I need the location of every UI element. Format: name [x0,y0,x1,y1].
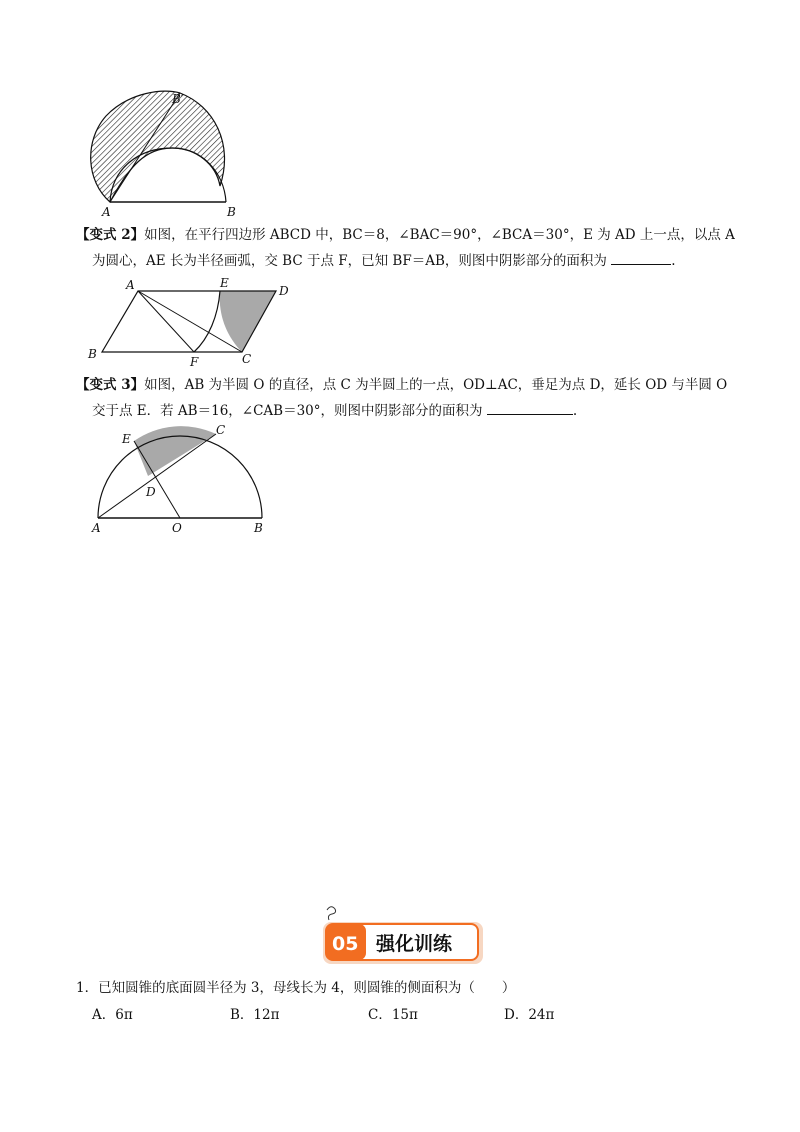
shaded-region [134,426,216,476]
label-e: E [220,276,229,290]
segment-af [138,291,194,352]
figure-rotated-semicircle [84,86,244,218]
figure-parallelogram [86,276,306,372]
label-d: D [279,284,289,298]
label-c: C [242,352,252,366]
label-c: C [216,424,226,437]
label-a: A [92,521,101,534]
label-d: D [146,485,156,499]
label-e: E [122,432,131,446]
variant-2-tag: 【变式 2】 [76,227,145,243]
variant-2-line-2: 为圆心，AE 长为半径画弧，交 BC 于点 F，已知 BF＝AB，则图中阴影部分的面积为 [92,253,607,269]
label-b: B [254,521,263,534]
option-b[interactable]: B．12π [230,1007,280,1023]
variant-3-end: . [572,403,578,419]
label-b: B [227,205,236,218]
answer-blank [487,400,573,415]
label-b: B [88,347,97,361]
variant-2-line-1: 如图，在平行四边形 ABCD 中，BC＝8，∠BAC＝90°，∠BCA＝30°，E 为 AD 上一点，以点 A [144,227,735,243]
question-1-stem: 1．已知圆锥的底面圆半径为 3，母线长为 4，则圆锥的侧面积为（ ） [76,980,516,996]
figure-semicircle [86,424,276,534]
variant-3-tag: 【变式 3】 [76,377,145,393]
section-title: 强化训练 [376,933,453,955]
section-header-badge [318,900,488,970]
label-f: F [190,355,199,369]
section-number: 05 [332,933,359,955]
label-a: A [126,278,135,292]
answer-blank [611,250,671,265]
variant-3-line-2: 交于点 E．若 AB＝16，∠CAB＝30°，则图中阴影部分的面积为 [92,403,483,419]
option-c[interactable]: C．15π [368,1007,418,1023]
option-d[interactable]: D．24π [504,1007,555,1023]
label-b-prime: B′ [172,92,184,106]
variant-2-problem [76,222,736,274]
variant-2-end: . [671,253,676,269]
variant-3-line-1: 如图，AB 为半圆 O 的直径，点 C 为半圆上的一点，OD⊥AC，垂足为点 D，延长 OD 与半圆 O [144,377,728,393]
label-a: A [102,205,111,218]
arc-ef [194,291,220,352]
variant-3-problem [76,372,736,424]
shaded-region [220,291,276,352]
option-a[interactable]: A．6π [92,1007,133,1023]
shaded-region [91,91,225,202]
label-o: O [172,521,182,534]
